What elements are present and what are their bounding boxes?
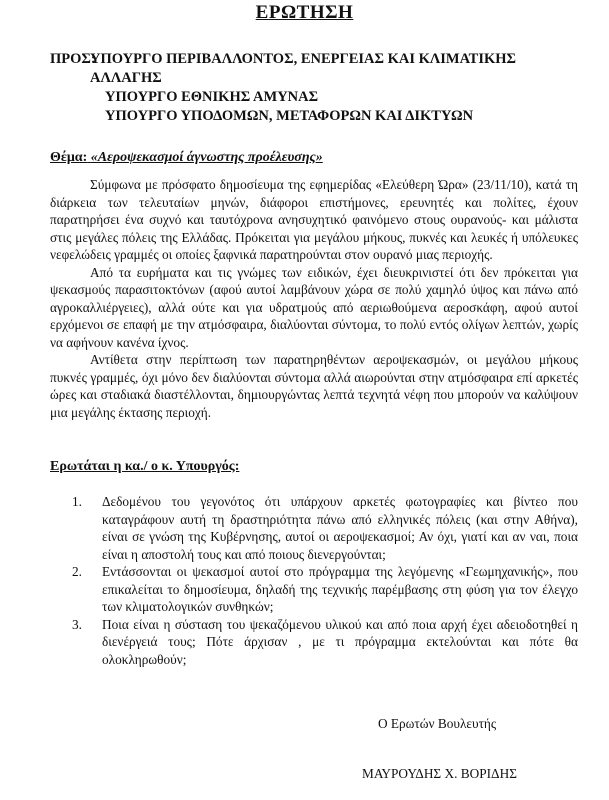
question-heading: Ερωτάται η κα./ ο κ. Υπουργός: xyxy=(50,459,240,474)
question-number: 2. xyxy=(72,564,82,579)
recipients-block xyxy=(50,50,595,126)
recipient-row-1 xyxy=(50,50,595,69)
question-item xyxy=(62,563,578,616)
body-paragraph: Αντίθετα στην περίπτωση των παρατηρηθέντων αεροψεκασμών, οι μεγάλου μήκους πυκνές γραμμές, όχι μόνο δεν διαλύονται σύντομα αλλά αιωρούνται στην ατμόσφαιρα επί αρκετές ώρες και σταδιακά διαστέλλονται, δημιουργώντας λεπτά τεχνητά νέφη που μπορούν να καλύψουν μια μεγάλης έκτασης περιοχή. xyxy=(50,352,578,420)
signature-role: Ο Ερωτών Βουλευτής xyxy=(378,716,497,731)
recipient-ministry-defence: ΥΠΟΥΡΓΟ ΕΘΝΙΚΗΣ ΑΜΥΝΑΣ xyxy=(105,89,319,105)
question-text: Εντάσσονται οι ψεκασμοί αυτοί στο πρόγραμμα της λεγόμενης «Γεωμηχανικής», που επικαλείται το δημοσίευμα, δηλαδή της τεχνικής παρέμβασης στη φύση για τον έλεγχο των κλιματολογικών συνθηκών; xyxy=(102,564,578,614)
recipient-ministry-environment xyxy=(90,50,595,69)
recipient-ministry-environment-line1: ΥΠΟΥΡΓΟ ΠΕΡΙΒΑΛΛΟΝΤΟΣ, ΕΝΕΡΓΕΙΑΣ ΚΑΙ ΚΛΙΜΑΤΙΚΗΣ xyxy=(90,51,517,67)
body-paragraph: Από τα ευρήματα και τις γνώμες των ειδικών, έχει διευκρινιστεί ότι δεν πρόκειται για ψεκασμούς παρασιτοκτόνων (αφού αυτοί λαμβάνουν χώρα σε πολύ χαμηλό ύψος και πάνω από αγροκαλλιέργειες), αλλά ούτε και για υδρατμούς από αεριωθούμενα αεροσκάφη, αφού αυτοί ερχόμενοι σε επαφή με την ατμόσφαιρα, διαλύονται σύντομα, το πολύ εντός ολίγων λεπτών, χωρίς να αφήνουν κανένα ίχνος. xyxy=(50,264,578,350)
question-number: 3. xyxy=(72,616,82,632)
question-number: 1. xyxy=(72,494,82,509)
recipients-label: ΠΡΟΣ: xyxy=(50,51,96,67)
subject-value: «Αεροψεκασμοί άγνωστης προέλευσης» xyxy=(90,150,323,165)
recipient-ministry-environment-line2: ΑΛΛΑΓΗΣ xyxy=(90,70,162,86)
questions-list xyxy=(62,493,578,668)
body-text xyxy=(50,176,578,421)
document-title: ΕΡΩΤΗΣΗ xyxy=(255,2,354,23)
body-paragraph: Σύμφωνα με πρόσφατο δημοσίευμα της εφημερίδας «Ελεύθερη Ώρα» (23/11/10), κατά τη διάρκεια των τελευταίων μηνών, διάφοροι επιστήμονες, ερευνητές και πολίτες, έχουν παρατηρήσει ένα συχνό και ταυτόχρονα ανησυχητικό φαινόμενο στους ουρανούς- και μάλιστα στις μεγάλες πόλεις της Ελλάδας. Πρόκειται για μεγάλου μήκους, πυκνές και λευκές ή υπόλευκες νεφελώδεις γραμμές οι οποίες ξαφνικά παρατηρούνται στον ουρανό μιας περιοχής. xyxy=(50,177,578,262)
question-text: Ποια είναι η σύσταση του ψεκαζόμενου υλικού και από ποια αρχή έχει αδειοδοτηθεί η διενέργειά τους; Πότε άρχισαν , με τι πρόγραμμα εκτελούνται και πότε θα ολοκληρωθούν; xyxy=(102,616,578,667)
signature-name: ΜΑΥΡΟΥΔΗΣ Χ. ΒΟΡΙΔΗΣ xyxy=(362,766,517,781)
subject-line xyxy=(50,150,323,166)
question-item xyxy=(62,493,578,563)
question-text: Δεδομένου του γεγονότος ότι υπάρχουν αρκετές φωτογραφίες και βίντεο που καταγράφουν αυτή τη δραστηριότητα πάνω από ελληνικές πόλεις (και στην Αθήνα), είναι σε γνώση της Κυβέρνησης, αυτοί οι αεροψεκασμοί; Αν όχι, γιατί και αν ναι, ποια είναι η αποστολή τους και από ποιους διενεργούνται; xyxy=(102,494,578,562)
question-item xyxy=(62,616,578,669)
subject-label: Θέμα: xyxy=(50,150,88,165)
recipient-ministry-infrastructure: ΥΠΟΥΡΓΟ ΥΠΟΔΟΜΩΝ, ΜΕΤΑΦΟΡΩΝ ΚΑΙ ΔΙΚΤΥΩΝ xyxy=(105,108,474,124)
